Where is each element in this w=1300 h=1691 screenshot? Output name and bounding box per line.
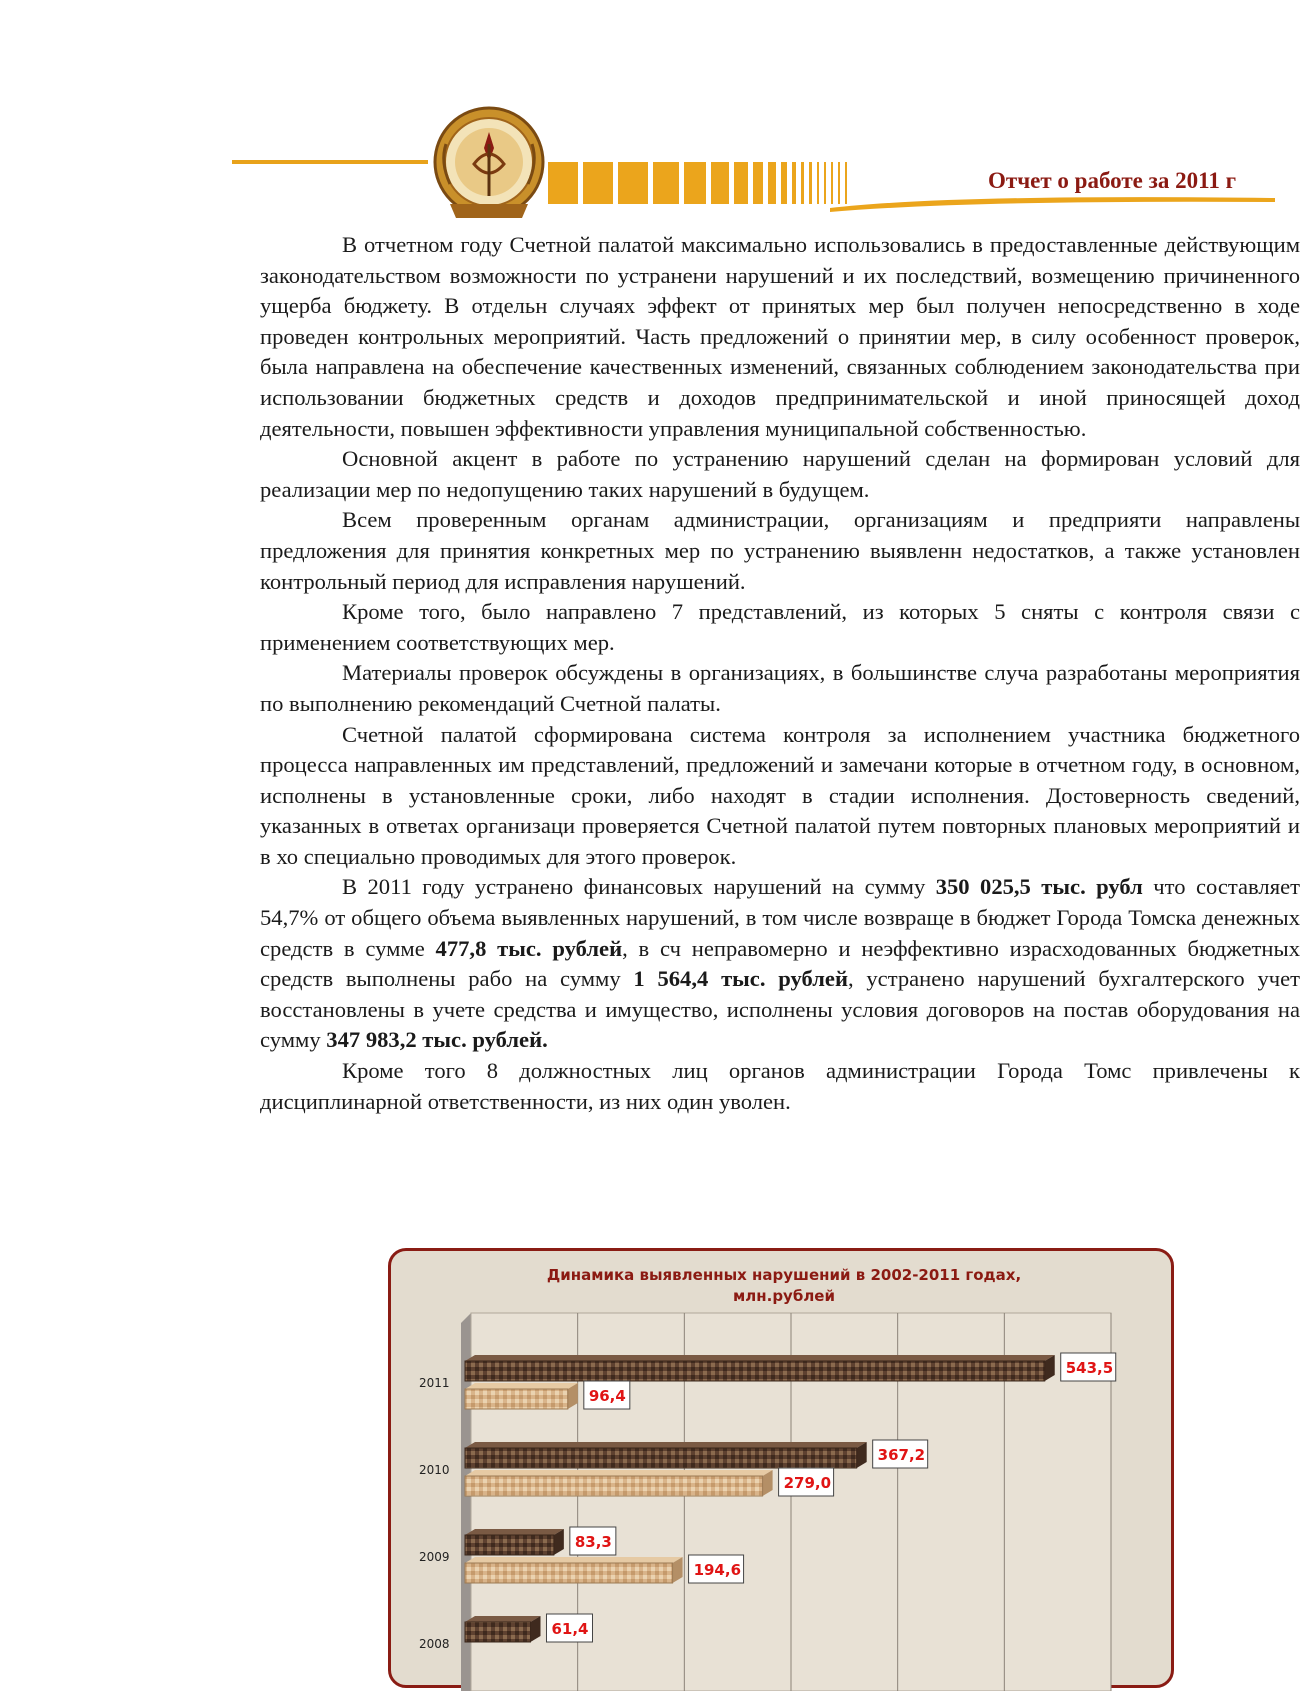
text-run: В 2011 году устранено финансовых нарушений на сумму <box>342 874 936 900</box>
chart-data-label: 279,0 <box>783 1474 832 1492</box>
bold-amount: 350 025,5 тыс. рубл <box>935 874 1143 900</box>
chamber-emblem-icon <box>430 104 548 224</box>
chart-bar <box>465 1476 763 1496</box>
bold-amount: 347 983,2 тыс. рублей. <box>326 1027 548 1053</box>
text-run: Основной акцент в работе по устранению нарушений сделан на формирован условий для реализации мер по недопущению таких нарушений в будущем. <box>260 446 1300 502</box>
chart-data-label: 96,4 <box>588 1387 626 1405</box>
paragraph <box>260 230 1300 444</box>
chart-bar <box>465 1563 673 1583</box>
chart-data-label: 83,3 <box>574 1533 612 1551</box>
text-run: Всем проверенным органам администрации, организациям и предприяти направлены предложения для принятия конкретных мер по устранению выявленн недостатков, а также установлен контрольный период для исправления нарушений. <box>260 507 1300 594</box>
paragraph <box>260 505 1300 597</box>
chart-bar <box>465 1622 530 1642</box>
bold-amount: 1 564,4 тыс. рублей <box>633 966 848 992</box>
chart-bar-top <box>465 1355 1055 1361</box>
report-body <box>260 230 1300 1117</box>
chart-category-label: 2009 <box>419 1550 450 1564</box>
paragraph <box>260 597 1300 658</box>
chart-bar <box>465 1389 568 1409</box>
header-rule-left <box>232 160 428 164</box>
paragraph <box>260 1056 1300 1117</box>
chart-data-label: 543,5 <box>1065 1359 1114 1377</box>
chart-title-line-1: Динамика выявленных нарушений в 2002-2011 годах, <box>546 1266 1022 1284</box>
header-decorative-blocks <box>548 162 852 204</box>
chart-bar <box>465 1535 554 1555</box>
chart-title-line-2: млн.рублей <box>733 1287 835 1305</box>
chart-bar-top <box>465 1470 773 1476</box>
chart-bar-top <box>465 1383 578 1389</box>
chart-bar <box>465 1448 857 1468</box>
paragraph <box>260 444 1300 505</box>
chart-bar-top <box>465 1529 564 1535</box>
bold-amount: 477,8 тыс. рублей <box>435 935 623 961</box>
text-run: что составляет 54,7% от общего объема выявленных нарушений, в том числе возвраще в бюджет Города Томска денежных средств в сумме <box>260 874 1300 961</box>
chart-plot <box>391 1251 1177 1691</box>
chart-bar-top <box>465 1616 540 1622</box>
text-run: , устранено нарушений бухгалтерского учет восстановлены в учете средства и имущество, исполнены условия договоров на постав оборудования на сумму <box>260 966 1300 1053</box>
chart-category-label: 2010 <box>419 1463 450 1477</box>
text-run: , в сч неправомерно и неэффективно израсходованных бюджетных средств выполнены рабо на сумму <box>260 935 1300 992</box>
text-run: Кроме того 8 должностных лиц органов администрации Города Томс привлечены к дисциплинарной ответственности, из них один уволен. <box>260 1058 1300 1114</box>
chart-category-label: 2011 <box>419 1376 450 1390</box>
chart-category-label: 2008 <box>419 1637 450 1651</box>
violations-chart <box>388 1248 1174 1688</box>
paragraph <box>260 720 1300 873</box>
chart-data-label: 367,2 <box>877 1446 926 1464</box>
chart-data-label: 194,6 <box>693 1561 742 1579</box>
text-run: Материалы проверок обсуждены в организациях, в большинстве случа разработаны мероприятия по выполнению рекомендаций Счетной палаты. <box>260 660 1300 716</box>
paragraph <box>260 658 1300 719</box>
text-run: Кроме того, было направлено 7 представлений, из которых 5 сняты с контроля связи с применением соответствующих мер. <box>260 599 1300 655</box>
chart-data-label: 61,4 <box>551 1620 589 1638</box>
text-run: Счетной палатой сформирована система контроля за исполнением участника бюджетного процесса направленных им представлений, предложений и замечани которые в отчетном году, в основном, исполнены в установленные сроки, либо находят в стадии исполнения. Достоверность сведений, указанных в ответах организаци проверяется Счетной палатой путем повторных плановых мероприятий и в хо специально проводимых для этого проверок. <box>260 721 1300 869</box>
paragraph <box>260 872 1300 1056</box>
chart-bar-top <box>465 1557 683 1563</box>
report-title: Отчет о работе за 2011 г <box>988 168 1237 193</box>
chart-bar-top <box>465 1442 867 1448</box>
text-run: В отчетном году Счетной палатой максимально использовались в предоставленные действующим законодательством возможности по устранени нарушений и их последствий, возмещению причиненного ущерба бюджету. В отдельн случаях эффект от принятых мер был получен непосредственно в ходе проведен контрольных мероприятий. Часть предложений о принятии мер, в силу особенност проверок, была направлена на обеспечение качественных изменений, связанных соблюдением законодательства при использовании бюджетных средств и доходов предпринимательской и иной приносящей доход деятельности, повышен эффективности управления муниципальной собственностью. <box>260 232 1300 441</box>
chart-bar <box>465 1361 1045 1381</box>
